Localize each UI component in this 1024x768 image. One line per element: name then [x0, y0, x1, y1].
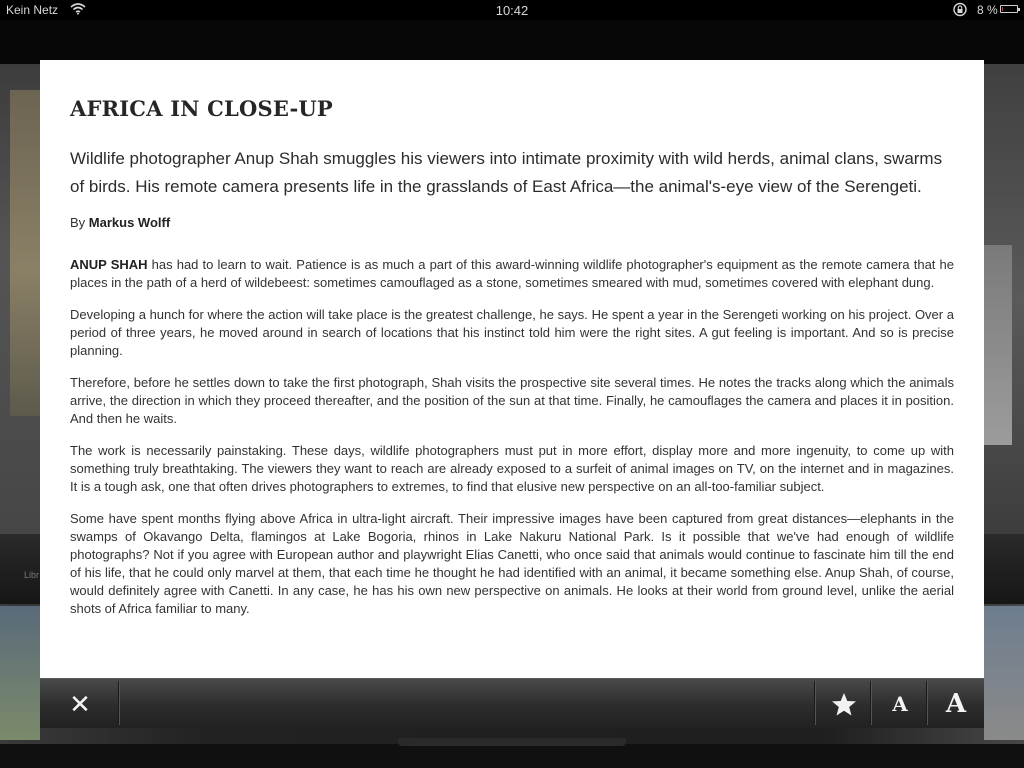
toolbar-divider	[814, 681, 815, 725]
backdrop-right-photo	[984, 245, 1012, 445]
battery-percent: 8 %	[977, 3, 998, 17]
paragraph-text: has had to learn to wait. Patience is as much a part of this award-winning wildlife photographer's equipment as the remote camera that he places in the path of a herd of wildebeest: sometimes camouflaged as a stone, sometimes smeared with mud, sometimes covered with elephant dung.	[70, 257, 954, 290]
font-large-icon: A	[945, 689, 967, 719]
backdrop-home-bar	[398, 738, 626, 746]
article-text-view[interactable]	[40, 60, 984, 678]
toolbar-divider	[926, 681, 927, 725]
close-icon: ✕	[69, 688, 91, 719]
article-lead: Wildlife photographer Anup Shah smuggles his viewers into intimate proximity with wild herds, animal clans, swarms of birds. His remote camera presents life in the grasslands of East Africa—the animal's-eye view of the Serengeti.	[70, 149, 943, 196]
article-paragraph	[70, 256, 954, 292]
battery-level-fill	[1002, 7, 1003, 11]
status-bar	[0, 0, 1024, 20]
backdrop-left-photo	[10, 90, 40, 416]
backdrop-library-label: Libr	[24, 570, 40, 580]
paragraph-lead-name: ANUP SHAH	[70, 257, 148, 272]
toolbar-divider	[870, 681, 871, 725]
article-byline	[70, 215, 954, 230]
close-button[interactable]	[52, 679, 108, 729]
font-small-icon: A	[892, 692, 908, 716]
article-paragraph: The work is necessarily painstaking. These days, wildlife photographers must put in more effort, display more and more ingenuity, to come up with something truly breathtaking. The viewers they want to reach are already exposed to a surfeit of animal images on TV, on the internet and in magazines. It is a tough ask, one that often drives photographers to extremes, to find that elusive new perspective on an all-too-familiar subject.	[70, 443, 954, 494]
backdrop-bottom	[0, 744, 1024, 768]
bookmark-button[interactable]	[816, 679, 872, 729]
article-paragraph: Developing a hunch for where the action will take place is the greatest challenge, he says. He spent a year in the Serengeti working on his project. Over a period of three years, he moved around in search of locations that his instinct told him were the right sites. A gut feeling is important. And so is precise planning.	[70, 307, 954, 358]
article-bottom-fade	[40, 648, 984, 678]
rotation-lock-icon	[952, 2, 968, 20]
article-body	[70, 256, 954, 618]
article-paragraph: Some have spent months flying above Africa in ultra-light aircraft. Their impressive images have been captured from great distances—elephants in the swamps of Okavango Delta, flamingos at Lake Bogoria, rhinos in Lake Nakuru National Park. Is it possible that we've had enough of wildlife photographs? Not if you agree with European author and playwright Elias Canetti, who once said that animals would continue to fascinate him till the end of his life, that he could only marvel at them, that each time he thought he had identified with an animal, it became something else. Anup Shah, of course, would definitely agree with Canetti. In any case, he has his own new perspective on animals. He looks at their world from ground level, unlike the aerial shots of Africa familiar to many.	[70, 511, 954, 616]
reader-toolbar	[40, 678, 984, 728]
article-title: AFRICA IN CLOSE-UP	[70, 96, 333, 121]
backdrop-thumbnail-left	[0, 606, 40, 740]
backdrop-thumbnail-right	[984, 606, 1024, 740]
battery-icon	[1000, 5, 1018, 13]
article-paragraph: Therefore, before he settles down to take the first photograph, Shah visits the prospective site several times. He notes the tracks along which the animals arrive, the direction in which they proceed thereafter, and the position of the sun at that time. Finally, he camouflages the camera and places it in position. And then he waits.	[70, 375, 954, 426]
increase-font-button[interactable]	[928, 679, 984, 729]
toolbar-divider	[118, 681, 119, 725]
carrier-label: Kein Netz	[6, 3, 59, 17]
author-name: Markus Wolff	[88, 215, 171, 230]
star-icon	[831, 692, 857, 717]
clock: 10:42	[495, 3, 529, 18]
backdrop-top-bar	[0, 20, 1024, 64]
decrease-font-button[interactable]	[872, 679, 928, 729]
byline-prefix: By	[70, 215, 86, 230]
